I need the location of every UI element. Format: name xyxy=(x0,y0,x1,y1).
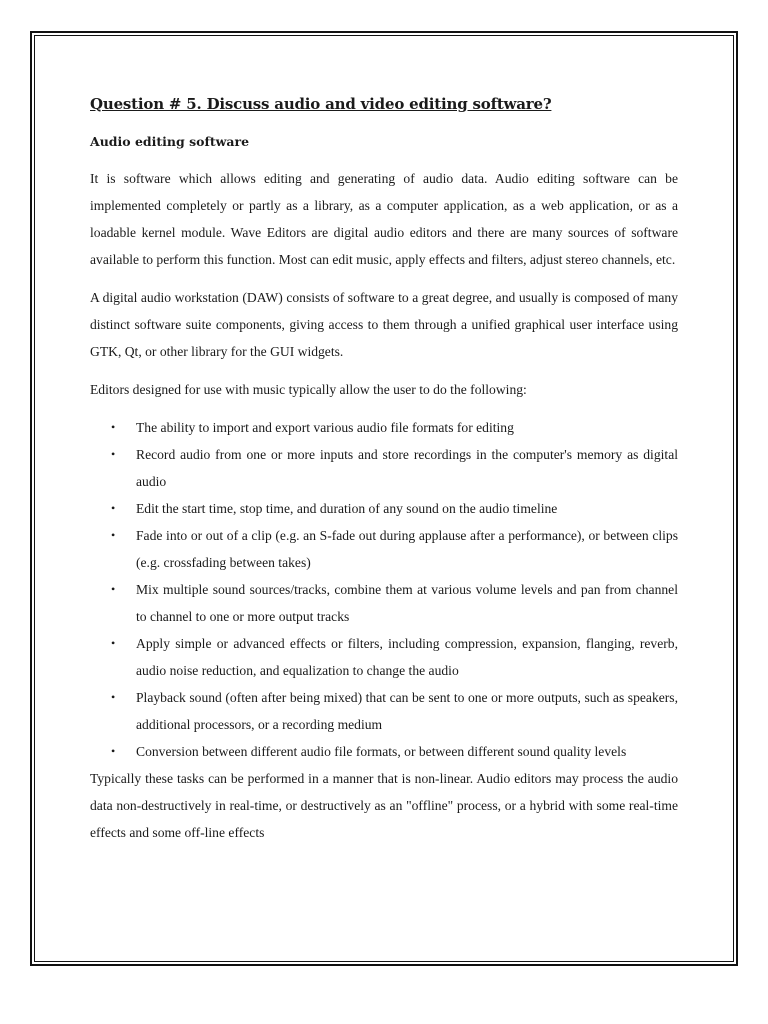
paragraph-closing: Typically these tasks can be performed in a manner that is non-linear. Audio editors may process the audio data non-destructively in real-time, or destructively as an "offline" process, or a hybrid with some real-time effects and some off-line effects xyxy=(90,771,678,840)
paragraph-daw: A digital audio workstation (DAW) consists of software to a great degree, and usually is composed of many distinct software suite components, giving access to them through a unified graphical user interface using GTK, Qt, or other library for the GUI widgets. xyxy=(90,290,678,359)
bullet-icon: • xyxy=(111,420,116,434)
paragraph-editors-lead: Editors designed for use with music typically allow the user to do the following: xyxy=(90,382,527,397)
bullet-icon: • xyxy=(111,690,116,704)
list-item: • Apply simple or advanced effects or filters, including compression, expansion, flanging, reverb, audio noise reduction, and equalization to change the audio xyxy=(90,630,678,684)
bullet-icon: • xyxy=(111,636,116,650)
list-item: • Conversion between different audio file formats, or between different sound quality levels xyxy=(90,738,678,765)
list-item: • Mix multiple sound sources/tracks, combine them at various volume levels and pan from channel to channel to one or more output tracks xyxy=(90,576,678,630)
list-item: • Edit the start time, stop time, and duration of any sound on the audio timeline xyxy=(90,495,678,522)
bullet-icon: • xyxy=(111,447,116,461)
list-item: • Fade into or out of a clip (e.g. an S-fade out during applause after a performance), or between clips (e.g. crossfading between takes) xyxy=(90,522,678,576)
list-item: • Playback sound (often after being mixed) that can be sent to one or more outputs, such as speakers, additional processors, or a recording medium xyxy=(90,684,678,738)
question-heading: Question # 5. Discuss audio and video editing software? xyxy=(90,95,552,113)
list-item: • Record audio from one or more inputs and store recordings in the computer's memory as digital audio xyxy=(90,441,678,495)
section-heading: Audio editing software xyxy=(90,134,250,149)
bullet-icon: • xyxy=(111,528,116,542)
document-body xyxy=(90,90,678,857)
feature-list xyxy=(90,414,678,765)
paragraph-intro: It is software which allows editing and generating of audio data. Audio editing software can be implemented completely or partly as a library, as a computer application, as a web application, or as a loadable kernel module. Wave Editors are digital audio editors and there are many sources of software available to perform this function. Most can edit music, apply effects and filters, adjust stereo channels, etc. xyxy=(90,171,678,267)
list-item: • The ability to import and export various audio file formats for editing xyxy=(90,414,678,441)
bullet-icon: • xyxy=(111,744,116,758)
bullet-icon: • xyxy=(111,582,116,596)
bullet-icon: • xyxy=(111,501,116,515)
